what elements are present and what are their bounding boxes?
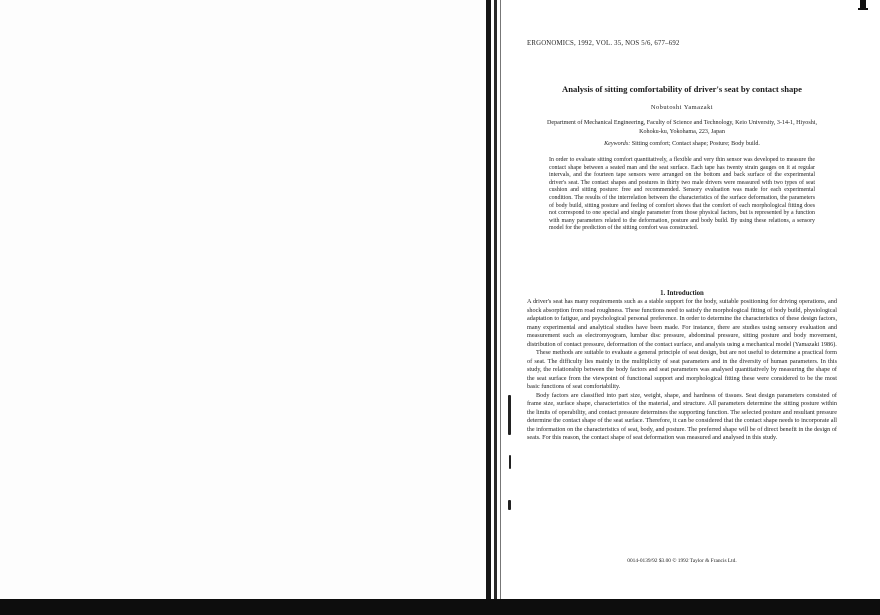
abstract: In order to evaluate sitting comfort quantitatively, a flexible and very thin sensor was developed to measure the contact shape between a seated man and the seat surface. Each tape has twenty strain gauges on it at regular intervals, and the fourteen tape sensors were arranged on the bottom and back surface of the experimental driver's seat. The contact shapes and postures in thirty two male drivers were measured with two types of seat cushion and sitting posture: free and recommended. Sensory evaluation was made for each experimental condition. The results of the interrelation between the characteristics of the surface deformation, the parameters of body build, sitting posture and feeling of comfort shows that the comfort of each morphological fitting does not correspond to one special and single parameter from those physical factors, but is represented by a function with many parameters related to the deformation, posture and body build. By using these relations, a sensory model for the prediction of the sitting comfort was constructed. [549,157,815,232]
scan-corner-tick [858,8,868,10]
paragraph: These methods are suitable to evaluate a general principle of seat design, but are not useful to determine a practical form of seat. The difficulty lies mainly in the multiplicity of seat parameters and in the diversity of human parameters. In this study, the relationship between the body factors and seat parameters was analysed quantitatively by measuring the shape of the seat surface from the viewpoint of functional support and morphological fitting these were considered to be the most basic functions of seat comfortability. [527,349,837,390]
author-name: Nobutoshi Yamazaki [650,104,714,111]
scan-speck [508,500,511,510]
keywords-line [527,141,837,147]
keywords-label: Keywords: [604,141,631,147]
book-gutter-edge [494,0,497,615]
copyright-line: 0014-0139/92 $3.00 © 1992 Taylor & Francis Ltd. [627,558,737,564]
book-gutter-shadow [486,0,491,615]
book-gutter-line [500,0,501,615]
journal-page [527,40,837,590]
keywords-text: Sitting comfort; Contact shape; Posture; Body build. [631,141,760,147]
section-heading: 1. Introduction [660,290,704,297]
paragraph: A driver's seat has many requirements such as a stable support for the body, suitable positioning for driving operations, and shock absorption from road roughness. These functions need to satisfy the morphological fitting of body build, physiological adaptation to fatigue, and psychological personal preference. In order to determine the characteristics of these design factors, many experimental and analytical studies have been made. For instance, there are studies using sensory evaluation and measurement such as electromyogram, lumbar disc pressure, abdominal pressure, sitting posture and body movement, distribution of contact pressure, deformation of the contact surface, and analysis using a mechanical model (Yamazaki 1986). [527,298,837,348]
scan-speck [508,395,511,435]
running-head: ERGONOMICS, 1992, VOL. 35, NOS 5/6, 677–692 [527,40,680,47]
body-text [527,298,837,443]
scan-speck [509,455,511,469]
scan-bottom-edge [0,599,880,615]
paragraph: Body factors are classified into part size, weight, shape, and hardness of tissues. Seat design parameters consisted of frame size, surface shape, characteristics of the material, and structure. All parameters determine the sitting posture within the limits of operability, and contact pressure determines the supporting function. The selected posture and resultant pressure determine the contact shape of the seat surface. Therefore, it can be considered that the contact shape needs to incorporate all the information on the characteristics of seat, body, and posture. The preferred shape will be of direct benefit in the design of seats. For this reason, the contact shape of seat deformation was measured and analysed in this study. [527,391,837,441]
author-affiliation: Department of Mechanical Engineering, Faculty of Science and Technology, Keio University, 3-14-1, Hiyoshi, Kohoku-ku, Yokohama, 223, Japan [547,120,817,135]
article-title: Analysis of sitting comfortability of driver's seat by contact shape [562,84,802,94]
